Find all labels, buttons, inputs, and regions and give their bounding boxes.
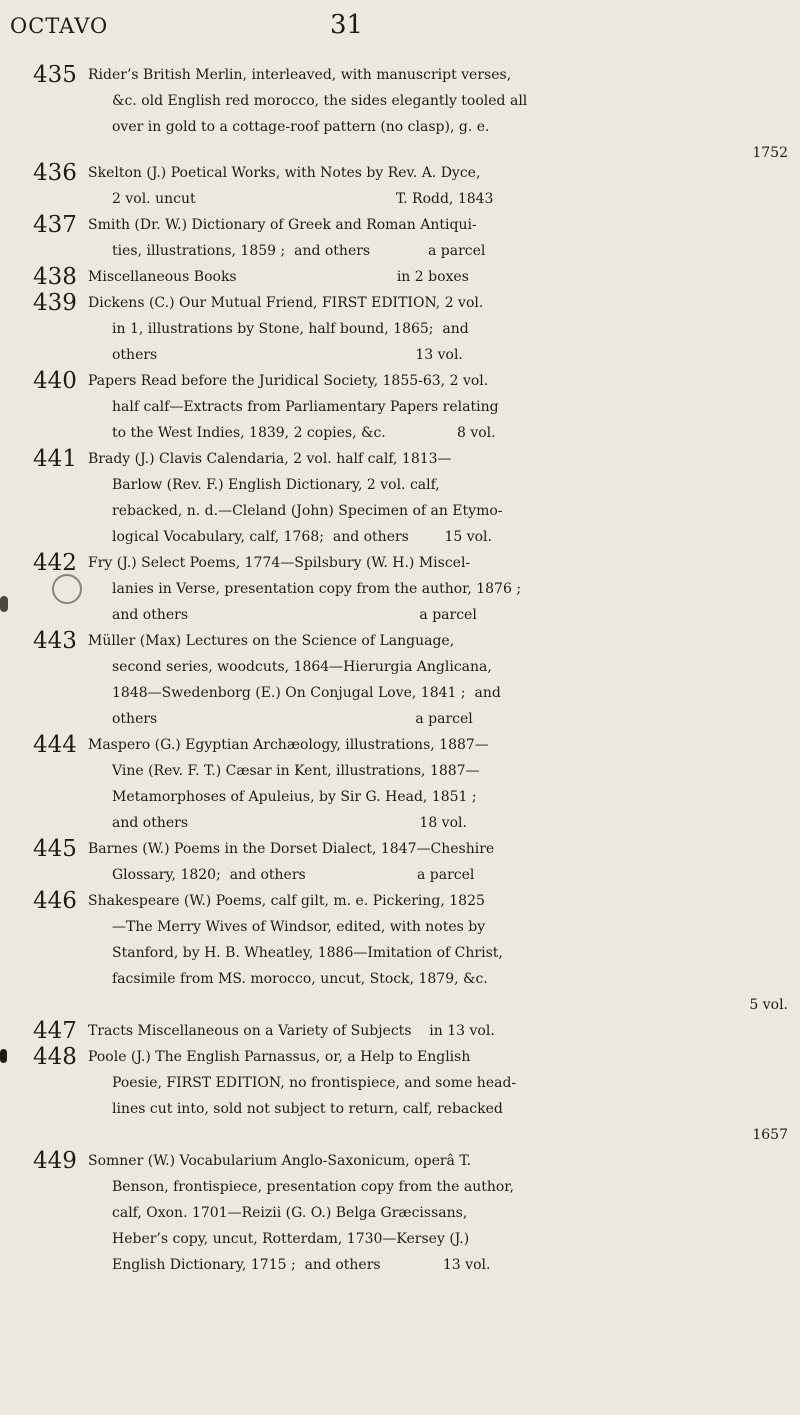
lot-line: Miscellaneous Books in 2 boxes	[88, 269, 469, 285]
lot-line: Benson, frontispiece, presentation copy from the author,	[112, 1179, 514, 1195]
lot-line: Shakespeare (W.) Poems, calf gilt, m. e. Pickering, 1825	[88, 893, 485, 909]
lot-line: Heber’s copy, uncut, Rotterdam, 1730—Kersey (J.)	[112, 1231, 470, 1247]
lot-line: Rider’s British Merlin, interleaved, with manuscript verses,	[88, 67, 512, 83]
lot-number: 444	[33, 732, 77, 758]
lot-number: 445	[33, 836, 77, 862]
page-number: 31	[330, 10, 364, 40]
lot-description	[88, 368, 790, 446]
lot-line: &c. old English red morocco, the sides elegantly tooled all	[112, 93, 528, 109]
margin-mark	[0, 596, 8, 612]
lot-line: —The Merry Wives of Windsor, edited, with notes by	[112, 919, 486, 935]
lot-line: Skelton (J.) Poetical Works, with Notes by Rev. A. Dyce,	[88, 165, 481, 181]
lot-line: lanies in Verse, presentation copy from the author, 1876 ;	[112, 581, 522, 597]
lot-number: 439	[33, 290, 77, 316]
lot-number: 443	[33, 628, 77, 654]
section-title: OCTAVO	[10, 14, 109, 38]
lot-line: facsimile from MS. morocco, uncut, Stock, 1879, &c.	[112, 971, 488, 987]
lot-line: Smith (Dr. W.) Dictionary of Greek and Roman Antiqui-	[88, 217, 477, 233]
lot-line: 1752	[752, 145, 788, 161]
lot-line: 1848—Swedenborg (E.) On Conjugal Love, 1841 ; and	[112, 685, 501, 701]
lot-number: 440	[33, 368, 77, 394]
lot-line: Metamorphoses of Apuleius, by Sir G. Head, 1851 ;	[112, 789, 477, 805]
lot-line: lines cut into, sold not subject to return, calf, rebacked	[112, 1101, 503, 1117]
lot-number: 437	[33, 212, 77, 238]
lot-line: 2 vol. uncut T. Rodd, 1843	[112, 191, 494, 207]
lot-number: 436	[33, 160, 77, 186]
lot-number: 447	[33, 1018, 77, 1044]
lot-number: 438	[33, 264, 77, 290]
lot-line: Fry (J.) Select Poems, 1774—Spilsbury (W. H.) Miscel-	[88, 555, 471, 571]
lot-description	[88, 212, 790, 264]
lot-description	[88, 888, 790, 1018]
lot-description	[88, 264, 790, 290]
lot-description	[88, 550, 790, 628]
lot-line: ties, illustrations, 1859 ; and others a parcel	[112, 243, 486, 259]
lot-line: Tracts Miscellaneous on a Variety of Subjects in 13 vol.	[88, 1023, 495, 1039]
lot-description	[88, 1044, 790, 1148]
lot-description	[88, 290, 790, 368]
binding-hole-mark	[52, 574, 82, 604]
lot-line: in 1, illustrations by Stone, half bound, 1865; and	[112, 321, 469, 337]
lot-line: Glossary, 1820; and others a parcel	[112, 867, 475, 883]
lot-description	[88, 446, 790, 550]
lot-line: 5 vol.	[749, 997, 788, 1013]
page-header	[10, 8, 780, 42]
lot-number: 435	[33, 62, 77, 88]
lot-line: to the West Indies, 1839, 2 copies, &c. 8 vol.	[112, 425, 496, 441]
lot-line: second series, woodcuts, 1864—Hierurgia Anglicana,	[112, 659, 492, 675]
lot-line: rebacked, n. d.—Cleland (John) Specimen of an Etymo-	[112, 503, 503, 519]
lot-number: 446	[33, 888, 77, 914]
lot-number: 448	[33, 1044, 77, 1070]
lot-number: 442	[33, 550, 77, 576]
lot-line: Barlow (Rev. F.) English Dictionary, 2 vol. calf,	[112, 477, 440, 493]
lot-line: 1657	[752, 1127, 788, 1143]
lot-line: others a parcel	[112, 711, 473, 727]
lot-line: Brady (J.) Clavis Calendaria, 2 vol. half calf, 1813—	[88, 451, 452, 467]
lot-line: English Dictionary, 1715 ; and others 13 vol.	[112, 1257, 491, 1273]
lot-line: Müller (Max) Lectures on the Science of Language,	[88, 633, 455, 649]
lot-line: over in gold to a cottage-roof pattern (no clasp), g. e.	[112, 119, 490, 135]
lot-description	[88, 62, 790, 166]
lot-line: logical Vocabulary, calf, 1768; and others 15 vol.	[112, 529, 492, 545]
lot-line: and others 18 vol.	[112, 815, 467, 831]
lot-line: Poole (J.) The English Parnassus, or, a Help to English	[88, 1049, 471, 1065]
lot-number: 449	[33, 1148, 77, 1174]
lot-line: calf, Oxon. 1701—Reizii (G. O.) Belga Græcissans,	[112, 1205, 468, 1221]
lot-number: 441	[33, 446, 77, 472]
lot-description	[88, 1018, 790, 1044]
lot-line: Papers Read before the Juridical Society, 1855-63, 2 vol.	[88, 373, 489, 389]
lot-line: Poesie, FIRST EDITION, no frontispiece, and some head-	[112, 1075, 517, 1091]
lot-line: and others a parcel	[112, 607, 477, 623]
lot-line: Somner (W.) Vocabularium Anglo-Saxonicum, operâ T.	[88, 1153, 472, 1169]
lot-line: others 13 vol.	[112, 347, 463, 363]
lot-description	[88, 628, 790, 732]
lot-line: half calf—Extracts from Parliamentary Papers relating	[112, 399, 499, 415]
lot-line: Dickens (C.) Our Mutual Friend, FIRST EDITION, 2 vol.	[88, 295, 484, 311]
lot-line: Barnes (W.) Poems in the Dorset Dialect, 1847—Cheshire	[88, 841, 495, 857]
lot-line: Stanford, by H. B. Wheatley, 1886—Imitation of Christ,	[112, 945, 503, 961]
margin-mark	[0, 1049, 7, 1063]
lot-description	[88, 836, 790, 888]
lot-description	[88, 1148, 790, 1278]
lot-line: Maspero (G.) Egyptian Archæology, illustrations, 1887—	[88, 737, 489, 753]
lot-description	[88, 160, 790, 212]
lot-description	[88, 732, 790, 836]
lot-line: Vine (Rev. F. T.) Cæsar in Kent, illustrations, 1887—	[112, 763, 480, 779]
